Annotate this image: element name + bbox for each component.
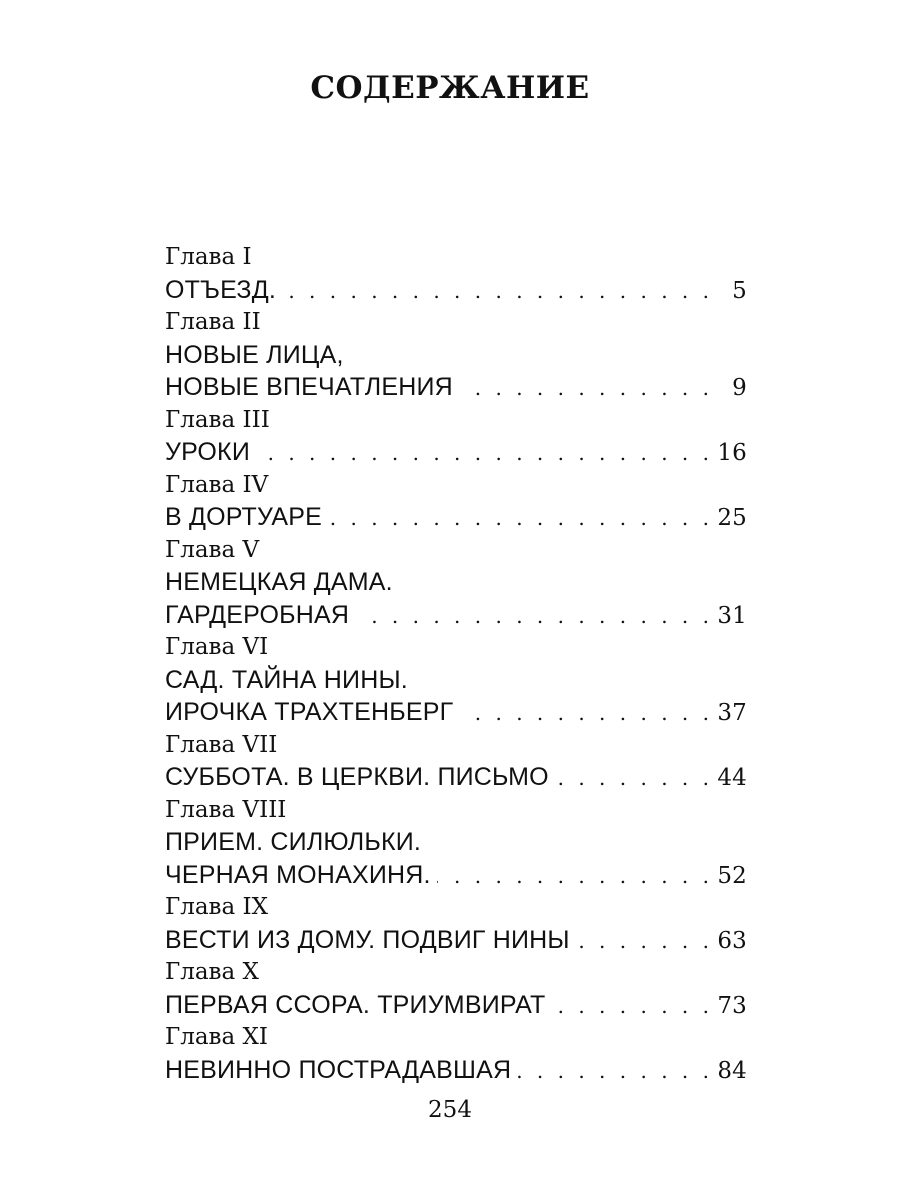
page-title: СОДЕРЖАНИЕ <box>310 70 590 106</box>
toc-leader-dots <box>437 860 713 893</box>
toc-chapter-label: Глава VII <box>165 731 278 758</box>
toc-page-number: 37 <box>717 700 747 726</box>
toc-chapter-label: Глава VI <box>165 634 269 660</box>
toc-entry-line <box>165 664 747 697</box>
toc-leader-dots <box>555 762 713 795</box>
toc-entry-title: НЕВИННО ПОСТРАДАВШАЯ <box>165 1055 512 1084</box>
toc-chapter-label: Глава III <box>165 406 270 433</box>
toc-leader-dots <box>355 600 713 633</box>
toc-page-number: 84 <box>717 1057 747 1084</box>
toc-chapter-label: Глава I <box>165 244 252 270</box>
toc-leader-dots <box>328 502 713 535</box>
toc-entry-title: В ДОРТУАРЕ <box>165 503 323 531</box>
toc-entry-row <box>165 761 747 794</box>
toc-entry-title: УРОКИ <box>165 438 250 466</box>
toc-entry-title: ВЕСТИ ИЗ ДОМУ. ПОДВИГ НИНЫ <box>165 925 570 954</box>
toc-leader-dots <box>256 437 713 470</box>
toc-entry-row <box>165 1054 747 1087</box>
toc-leader-dots <box>459 372 713 405</box>
toc-entry-title: ИРОЧКА ТРАХТЕНБЕРГ <box>165 698 454 726</box>
toc-page-number: 16 <box>717 440 747 466</box>
toc-entry-title: ПЕРВАЯ ССОРА. ТРИУМВИРАТ <box>165 990 546 1019</box>
toc-chapter-label: Глава V <box>165 536 260 563</box>
toc-entry-title: ЧЕРНАЯ МОНАХИНЯ. <box>165 860 431 889</box>
toc-chapter-label: Глава XI <box>165 1024 268 1050</box>
toc-page-number: 44 <box>717 765 747 791</box>
toc-entry-title: ПРИЕМ. СИЛЮЛЬКИ. <box>165 828 422 856</box>
toc-entry-title: НОВЫЕ ЛИЦА, <box>165 340 344 369</box>
toc-entry-row <box>165 859 747 892</box>
toc-entry-row <box>165 371 747 404</box>
toc-entry-line <box>165 339 747 372</box>
toc-entry-row <box>165 436 747 469</box>
toc-leader-dots <box>576 925 713 958</box>
toc-entry-row <box>165 989 747 1022</box>
toc-entry-title: НЕМЕЦКАЯ ДАМА. <box>165 568 393 596</box>
toc-entry-row <box>165 501 747 534</box>
toc-chapter-label: Глава X <box>165 959 259 985</box>
toc-page-number: 63 <box>717 927 747 954</box>
toc-chapter-label: Глава IX <box>165 894 268 920</box>
toc-entry-title: САД. ТАЙНА НИНЫ. <box>165 665 408 694</box>
toc-entry-row <box>165 599 747 632</box>
toc-chapter-label: Глава IV <box>165 471 269 498</box>
page-number: 254 <box>428 1097 472 1123</box>
toc-page-number: 9 <box>732 375 747 401</box>
toc-page-number: 73 <box>717 992 747 1019</box>
toc-entry-title: СУББОТА. В ЦЕРКВИ. ПИСЬМО <box>165 763 549 791</box>
toc-entry-line <box>165 826 747 859</box>
toc-entry-row <box>165 924 747 957</box>
toc-page-number: 5 <box>732 277 747 304</box>
toc-page-number: 25 <box>717 505 747 531</box>
toc-leader-dots <box>282 275 713 308</box>
toc-page-number: 31 <box>717 602 747 629</box>
toc-entry-title: ГАРДЕРОБНАЯ <box>165 600 350 629</box>
toc-entry-row <box>165 696 747 729</box>
toc-chapter-label: Глава VIII <box>165 796 287 823</box>
toc-page-number: 52 <box>717 862 747 889</box>
table-of-contents <box>165 241 747 1086</box>
toc-entry-title: НОВЫЕ ВПЕЧАТЛЕНИЯ <box>165 373 453 401</box>
toc-leader-dots <box>459 697 713 730</box>
toc-entry-title: ОТЪЕЗД. <box>165 275 277 304</box>
toc-entry-line <box>165 566 747 599</box>
toc-leader-dots <box>551 990 713 1023</box>
toc-entry-row <box>165 274 747 307</box>
toc-leader-dots <box>517 1055 713 1088</box>
toc-chapter-label: Глава II <box>165 309 261 335</box>
